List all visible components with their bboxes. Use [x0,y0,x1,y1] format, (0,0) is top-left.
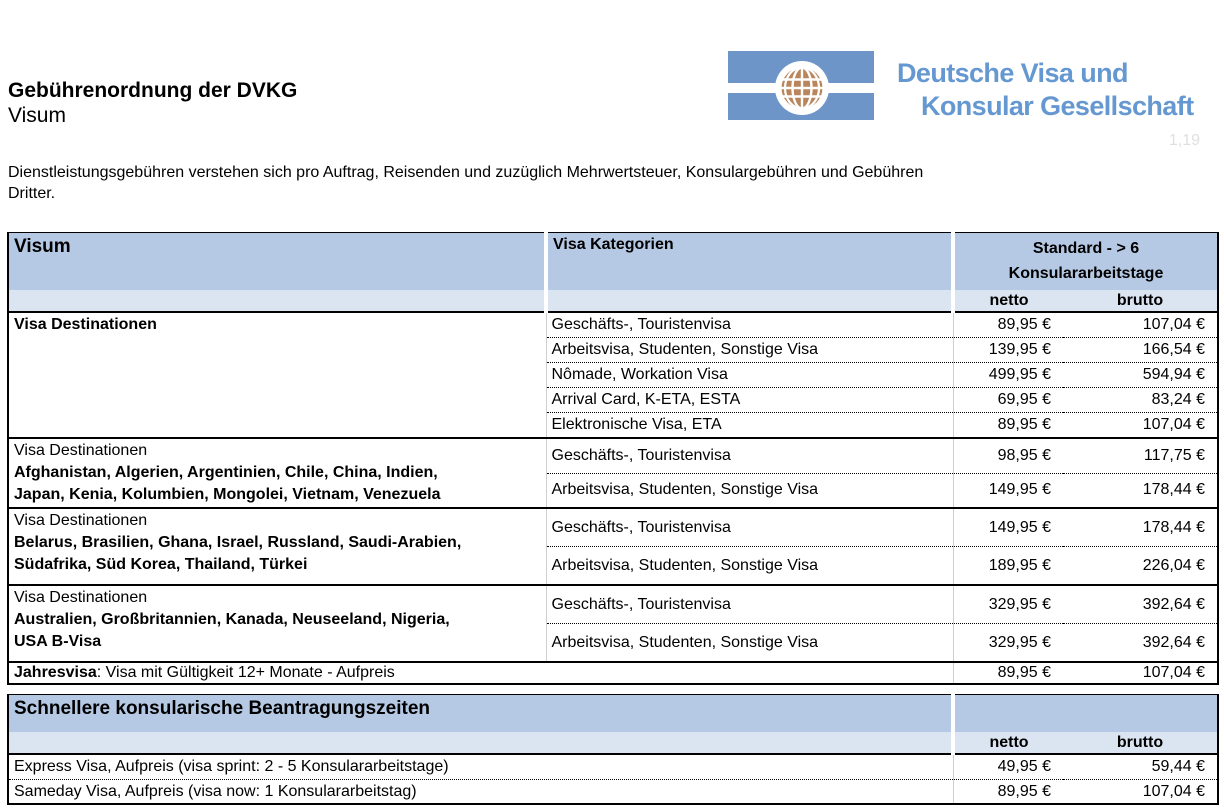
intro-line2: Dritter. [8,185,56,202]
destination-label: Visa Destinationen [14,589,148,606]
jahresvisa-label-rest: : Visa mit Gültigkeit 12+ Monate - Aufpreis [96,664,395,681]
service-cell: Express Visa, Aufpreis (visa sprint: 2 - 5 Konsulararbeitstage) [8,754,953,780]
category-cell: Geschäfts-, Touristenvisa [546,312,953,338]
destination-label: Visa Destinationen [14,512,148,529]
express-table-title: Schnellere konsularische Beantragungszeiten [8,695,953,733]
destination-countries-line1: Belarus, Brasilien, Ghana, Israel, Russland, Saudi-Arabien, [14,534,462,551]
netto-value: 98,95 € [953,438,1063,473]
col-header-netto: netto [953,732,1063,754]
empty-cell [8,732,953,754]
col-header-brutto: brutto [1063,290,1218,312]
brutto-value: 107,04 € [1142,316,1205,333]
netto-value: 329,95 € [953,624,1063,663]
express-table-header-row [8,695,1218,733]
destination-countries-line2: Japan, Kenia, Kolumbien, Mongolei, Vietnam, Venezuela [14,486,441,503]
netto-value: 89,95 € [953,662,1063,684]
brutto-value: 178,44 € [1063,508,1218,547]
netto-value: 499,95 € [953,363,1063,388]
company-name-line2: Konsular Gesellschaft [921,91,1194,121]
category-cell: Arrival Card, K-ETA, ESTA [546,388,953,413]
page-title: Gebührenordnung der DVKG [8,79,298,102]
category-cell: Arbeitsvisa, Studenten, Sonstige Visa [546,338,953,363]
netto-value: 189,95 € [953,547,1063,586]
visa-fees-table [7,232,1219,685]
empty-cell [953,695,1218,733]
service-cell: Sameday Visa, Aufpreis (visa now: 1 Konsulararbeitstag) [8,780,953,805]
destination-countries-line2: USA B-Visa [14,633,102,650]
visa-table-header-row [8,233,1218,291]
page-subtitle: Visum [8,104,66,127]
destination-label: Visa Destinationen [14,442,148,459]
destination-cell [8,585,546,662]
col-header-standard [953,233,1218,291]
brutto-value: 392,64 € [1063,585,1218,624]
brutto-value: 83,24 € [1063,388,1218,413]
category-cell: Arbeitsvisa, Studenten, Sonstige Visa [546,473,953,508]
brutto-value: 178,44 € [1063,473,1218,508]
netto-value: 69,95 € [953,388,1063,413]
netto-value: 149,95 € [953,508,1063,547]
col-header-netto: netto [953,290,1063,312]
col-header-brutto: brutto [1063,732,1218,754]
brutto-value: 226,04 € [1063,547,1218,586]
express-fees-table [7,694,1219,805]
empty-cell [8,290,546,312]
brutto-value: 59,44 € [1151,758,1205,775]
brutto-value: 107,04 € [1063,413,1218,439]
netto-value: 139,95 € [953,338,1063,363]
version-number: 1,19 [1168,132,1200,149]
standard-header-line2: Konsulararbeitstage [1008,265,1164,282]
visa-table-subheader-row [8,290,1218,312]
company-name [897,57,1194,123]
table-row [8,438,1218,473]
standard-header-line1: Standard - > 6 [1032,240,1140,257]
netto-value: 89,95 € [953,413,1063,439]
netto-value: 49,95 € [997,758,1051,775]
category-cell: Arbeitsvisa, Studenten, Sonstige Visa [546,547,953,586]
brutto-value: 117,75 € [1063,438,1218,473]
netto-value: 149,95 € [953,473,1063,508]
category-cell: Elektronische Visa, ETA [546,413,953,439]
category-cell: Geschäfts-, Touristenvisa [546,508,953,547]
globe-icon [775,61,829,115]
destination-countries-line1: Australien, Großbritannien, Kanada, Neuseeland, Nigeria, [14,611,450,628]
visa-table-title: Visum [8,233,546,291]
table-row [8,662,1218,684]
brutto-value: 594,94 € [1063,363,1218,388]
table-row [8,585,1218,624]
table-row [8,754,1218,780]
brutto-value: 107,04 € [1063,662,1218,684]
table-row [8,508,1218,547]
jahresvisa-label-bold: Jahresvisa [14,664,97,681]
destination-cell [8,508,546,585]
table-row [8,780,1218,805]
category-cell: Arbeitsvisa, Studenten, Sonstige Visa [546,624,953,663]
empty-cell [546,290,953,312]
intro-line1: Dienstleistungsgebühren verstehen sich pro Auftrag, Reisenden und zuzüglich Mehrwertsteuer, Konsulargebühren und Gebühren [8,164,924,181]
company-name-line1: Deutsche Visa und [897,58,1128,88]
destination-countries-line1: Afghanistan, Algerien, Argentinien, Chile, China, Indien, [14,464,438,481]
destination-cell [8,438,546,508]
netto-value: 89,95 € [997,316,1051,333]
destination-cell: Visa Destinationen [8,312,546,438]
netto-value: 89,95 € [953,780,1063,805]
netto-value: 329,95 € [953,585,1063,624]
brutto-value: 107,04 € [1063,780,1218,805]
category-cell: Nômade, Workation Visa [546,363,953,388]
category-cell: Geschäfts-, Touristenvisa [546,585,953,624]
table-row [8,312,1218,338]
express-table-subheader-row [8,732,1218,754]
jahresvisa-cell [8,662,953,684]
col-header-visa-kategorien: Visa Kategorien [546,233,953,291]
category-cell: Geschäfts-, Touristenvisa [546,438,953,473]
destination-countries-line2: Südafrika, Süd Korea, Thailand, Türkei [14,556,308,573]
brutto-value: 166,54 € [1063,338,1218,363]
brutto-value: 392,64 € [1063,624,1218,663]
intro-paragraph [8,162,923,204]
